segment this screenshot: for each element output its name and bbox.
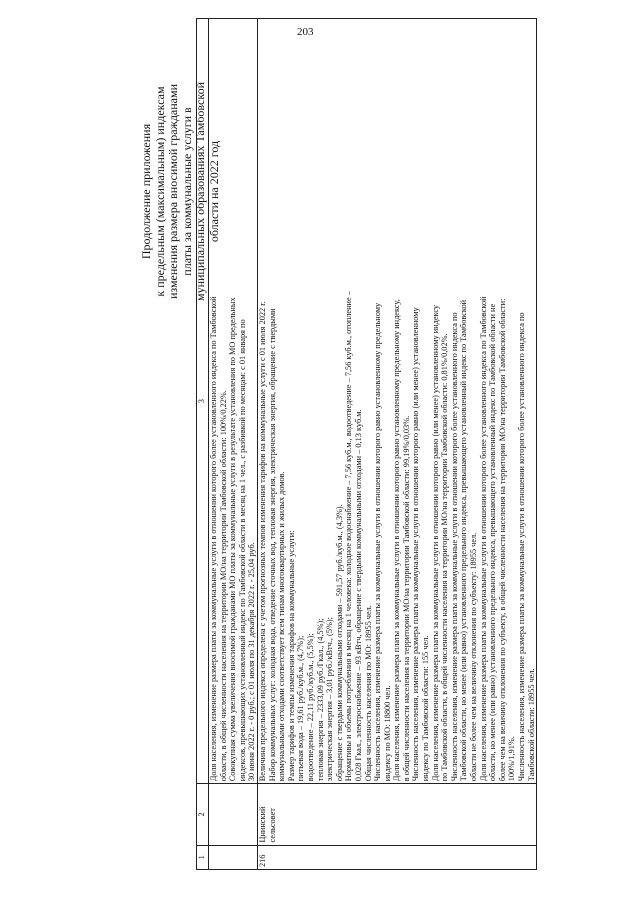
heading-line: к предельным (максимальным) индексам [152, 86, 167, 297]
text-line: Доля населения, изменение размера платы за коммунальные услуги в отношении которого более установленного индекса по Тамбовской [478, 296, 488, 782]
text-line: индексов, превышающих установленный индекс по Тамбовской области в месяц на 1 чел., с разбивкой по месяцам: с 01 января по [237, 319, 247, 782]
text-line: по Тамбовской области, в общей численности населения на территории МО/на территории Тамбовской области: 0,81%/0,02%. [440, 333, 450, 782]
text-line: тепловая энергия – 2333,09 руб./Гкал., (4,5%); [315, 618, 325, 782]
text-line: Величина предельного индекса определена с учетом прогнозных темпов изменения тарифов на коммунальные услуги с 01 июля 2022 г. [257, 301, 267, 782]
table-row [257, 19, 536, 870]
index-table [193, 18, 537, 870]
text-line: более чем на величину отклонения по субъекту, в общей численности населения на территории МО/на территории Тамбовской области: [497, 298, 507, 782]
page-number: 203 [297, 26, 314, 38]
heading-line: муниципальных образованиях Тамбовской [193, 82, 207, 301]
text-line: области, но менее (или равно) установленного предельного индекса, превышающего установленный индекс по Тамбовской области не [488, 303, 498, 782]
text-line: Доля населения, изменение размера платы за коммунальные услуги в отношении которого равно установленному предельному индексу, [392, 299, 402, 782]
text-line: индексу по Тамбовской области: 155 чел. [421, 635, 431, 782]
description-cell [257, 19, 536, 784]
text-line: области не более чем на величину отклонения по субъекту: 18955 чел. [469, 532, 479, 782]
table-header-row [197, 19, 209, 870]
column-header: 1 [197, 845, 209, 869]
text-line: Нормативы и объемы потребления в месяц на 1 человека: холодное водоснабжение – 7,56 куб.м., водоотведение – 7,56 куб.м., отопление – [344, 291, 354, 782]
text-line: индексу по МО: 18800 чел. [382, 685, 392, 782]
row-number-cell [209, 845, 258, 869]
text-line: Численность населения, изменение размера платы за коммунальные услуги в отношении которого более установленного индекса по [517, 312, 526, 782]
text-line: Численность населения, изменение размера платы за коммунальные услуги в отношении которого равно установленному предельному [373, 302, 383, 782]
heading-line: изменения размера вносимой гражданами [166, 83, 180, 300]
text-line: коммунальными отходами соответствует всем типам многоквартирных и жилых домов. [277, 471, 287, 782]
text-line: водоотведение – 22,11 руб./куб.м., (5,5%); [305, 633, 315, 782]
text-line: Численность населения, изменение размера платы за коммунальные услуги в отношении которого более установленного индекса по [449, 312, 459, 782]
text-line: в общей численности населения на территории МО/на территории Тамбовской области: 99,19%/0,03%. [401, 415, 411, 782]
municipality-cell: Цнинский сельсовет [257, 784, 536, 845]
heading-line: Продолжение приложения [139, 123, 153, 260]
text-line: Набор коммунальных услуг: холодная вода, отведение сточных вод, тепловая энергия, электрическая энергия, обращение с твердыми [267, 308, 277, 782]
table-row [209, 19, 258, 870]
column-header: 3 [197, 19, 209, 784]
municipality-cell [209, 784, 258, 845]
column-header: 2 [197, 784, 209, 845]
text-line: Численность населения, изменение размера платы за коммунальные услуги в отношении которого равно (или менее) установленному [411, 307, 421, 782]
text-line: Тамбовской области, но менее (или равно) установленного предельного индекса, превышающего установленный индекс по Тамбовской [459, 299, 469, 782]
text-line: 100%/1,91%. [507, 736, 517, 782]
row-number-cell: 216 [257, 845, 536, 869]
text-line: Размер тарифов и темпы изменения тарифов на коммунальные услуги: [286, 530, 296, 782]
text-line: Совокупная сумма увеличения вносимой гражданами МО платы за коммунальные услуги в результате установления по МО предельных [228, 297, 238, 782]
heading-line: платы за коммунальные услуги в [179, 107, 194, 276]
text-line: Доля населения, изменение размера платы за коммунальные услуги в отношении которого равно (или менее) установленному индексу [430, 304, 440, 782]
text-line: питьевая вода – 19,61 руб./куб.м., (4,7%); [296, 635, 306, 782]
heading-line: области на 2022 год [206, 140, 221, 243]
text-line: области, в общей численности населения на территории МО/на территории Тамбовской области: 100%/0,22%. [218, 390, 228, 782]
text-line: электрическая энергия – 3,01 руб./кВтч., (5%); [325, 617, 335, 782]
text-line: 0,028 Гкал., электроснабжение – 93 кВтч, обращение с твердыми коммунальными отходами – 0,13 куб.м. [353, 409, 363, 782]
description-cell [206, 19, 258, 784]
text-line: 30 июня 2022 г. - 0 руб.; с 01 июля по 31 декабря 2022 г. - 25,04 руб. [247, 542, 257, 782]
text-line: обращение с твердыми коммунальными отходами – 591,57 руб./куб.м., (4,3%). [334, 504, 344, 782]
text-line: Доля населения, изменение размера платы за коммунальные услуги в отношении которого более установленного индекса по Тамбовской [209, 296, 218, 782]
text-line: Общая численность населения по МО: 18955 чел. [363, 605, 373, 782]
text-line: Тамбовской области: 18955 чел. [526, 668, 536, 782]
